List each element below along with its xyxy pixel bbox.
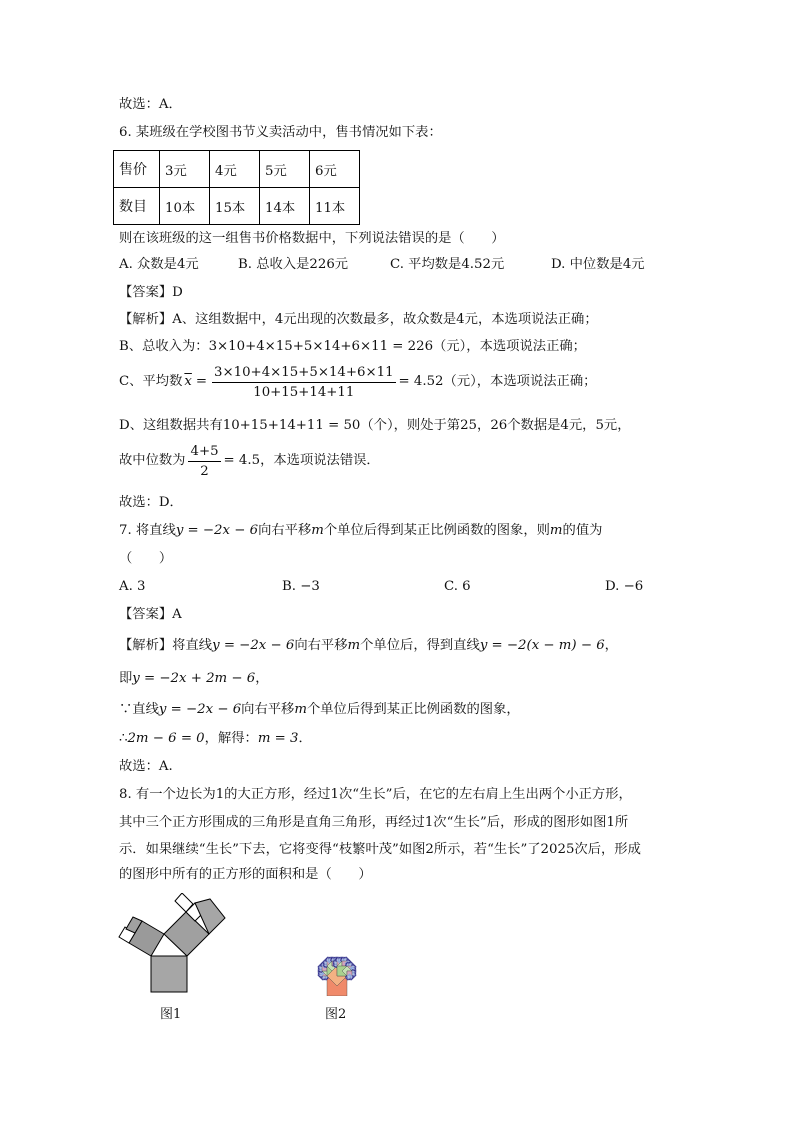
q6-answer: 【答案】D: [119, 285, 183, 300]
q6-option-d: D. 中位数是4元: [551, 257, 645, 272]
analysis-text: C、平均数: [119, 374, 183, 389]
q8-line-2: 其中三个正方形围成的三角形是直角三角形，再经过1次“生长”后，形成的图形如图1所: [119, 815, 629, 830]
figure-2-caption: 图2: [325, 1007, 347, 1022]
math-expression: y = −2x − 6: [158, 702, 242, 717]
q6-conclusion: 故选：D．: [119, 495, 183, 510]
math-expression: 2m − 6 = 0: [127, 731, 205, 746]
analysis-text: 向右平移: [294, 638, 348, 653]
q7-option-a: A. 3: [119, 579, 146, 594]
q7-paren: （ ）: [119, 551, 173, 566]
math-expression: 3×10+4×15+5×14+6×11 = 226: [208, 339, 434, 354]
q6-analysis-median: [119, 441, 380, 481]
analysis-text: ，本选项说法错误．: [260, 453, 380, 468]
q7-option-d: D. −6: [605, 579, 644, 594]
math-expression: y = −2(x − m) − 6: [479, 638, 605, 653]
math-variable: m: [549, 523, 563, 538]
table-cell: 11本: [310, 188, 360, 225]
analysis-text: ∴: [119, 731, 128, 746]
math-variable: m: [311, 523, 324, 538]
q8-line-1: 8. 有一个边长为1的大正方形，经过1次“生长”后，在它的左右肩上生出两个小正方形，: [119, 787, 632, 802]
analysis-text: ，: [255, 671, 269, 686]
mean-symbol: x: [184, 374, 192, 389]
q7-option-b: B. −3: [282, 579, 320, 594]
analysis-text: B、总收入为：: [119, 339, 209, 354]
math-expression: y = −2x − 6: [175, 523, 259, 538]
median-fraction: [188, 443, 220, 480]
analysis-text: D、这组数据共有: [119, 418, 223, 433]
table-cell: 15本: [210, 188, 260, 225]
math-expression: y = −2x − 6: [212, 638, 295, 653]
fraction-denominator: 10+15+14+11: [253, 384, 355, 400]
fraction-denominator: 2: [200, 463, 209, 479]
analysis-text: 故中位数为: [119, 453, 186, 468]
price-row: [114, 151, 360, 188]
stem-text: 的值为: [562, 523, 603, 538]
analysis-text: 个单位后，得到直线: [360, 638, 480, 653]
q6-analysis-c: C、平均数 x = $\frac{3\times 10+4\times 15+5\times 14+6\times 11}{10+15+14+11}$ = 4.52 （元），本选项说法正确；: [119, 362, 596, 402]
figure-2-pythagoras-tree: [265, 890, 425, 996]
analysis-text: （元），本选项说法正确；: [433, 339, 586, 354]
q5-conclusion: 故选：A．: [119, 97, 182, 112]
analysis-text: ，: [604, 638, 618, 653]
table-cell: 4元: [210, 151, 260, 188]
figure-1-pythagoras-tree: [115, 893, 235, 998]
analysis-text: ，解得：: [204, 731, 258, 746]
analysis-text: 个单位后得到某正比例函数的图象，: [306, 702, 520, 717]
price-table: [113, 150, 360, 225]
table-cell: 5元: [260, 151, 310, 188]
analysis-text: ．: [298, 731, 312, 746]
q6-analysis-b: [119, 338, 586, 356]
table-cell: 3元: [160, 151, 210, 188]
stem-text: 7. 将直线: [119, 523, 176, 538]
q7-analysis-4: [119, 730, 312, 748]
q7-option-c: C. 6: [444, 579, 471, 594]
q6-stem: 6. 某班级在学校图书节义卖活动中，售书情况如下表：: [119, 125, 442, 140]
q7-answer: 【答案】A: [119, 607, 182, 622]
analysis-text: 即: [119, 671, 133, 686]
math-result: = 4.5: [223, 453, 261, 468]
q6-option-b: B. 总收入是226元: [238, 257, 349, 272]
analysis-label: 【解析】: [119, 312, 173, 327]
table-cell: 售价: [114, 151, 160, 188]
q7-analysis-1: [119, 637, 618, 655]
math-expression: m = 3: [257, 731, 299, 746]
table-cell: 10本: [160, 188, 210, 225]
q8-line-3: 示．如果继续“生长”下去，它将变得“枝繁叶茂”如图2所示，若“生长”了2025次后，形成: [119, 842, 641, 857]
mean-fraction: [212, 364, 396, 401]
q7-stem: [119, 522, 602, 540]
fraction-numerator: 4+5: [188, 443, 220, 462]
analysis-text: （元），本选项说法正确；: [443, 374, 597, 389]
analysis-text: 向右平移: [241, 702, 295, 717]
stem-text: 个单位后得到某正比例函数的图象，则: [323, 523, 550, 538]
analysis-text: （个），则处于第25，26个数据是4元，5元，: [360, 418, 631, 433]
q7-analysis-2: [119, 670, 269, 688]
analysis-text: ∵直线: [119, 702, 159, 717]
count-row: [114, 188, 360, 225]
q6-option-a: A. 众数是4元: [119, 257, 199, 272]
q6-question: 则在该班级的这一组售书价格数据中，下列说法错误的是（ ）: [119, 231, 505, 246]
analysis-text: A、这组数据中，4元出现的次数最多，故众数是4元，本选项说法正确；: [172, 312, 598, 327]
table-cell: 数目: [114, 188, 160, 225]
table-cell: 14本: [260, 188, 310, 225]
math-variable: m: [347, 638, 361, 653]
q7-conclusion: 故选：A.: [119, 759, 173, 774]
q6-option-c: C. 平均数是4.52元: [390, 257, 505, 272]
math-variable: m: [294, 702, 307, 717]
stem-text: 向右平移: [258, 523, 312, 538]
fraction-numerator: 3×10+4×15+5×14+6×11: [212, 364, 396, 383]
q6-analysis-d: [119, 417, 631, 435]
math-expression: y = −2x + 2m − 6: [132, 671, 256, 686]
q7-analysis-3: [119, 701, 520, 719]
math-expression: 10+15+14+11 = 50: [222, 418, 361, 433]
q8-line-4: 的图形中所有的正方形的面积和是（ ）: [119, 867, 372, 882]
table-cell: 6元: [310, 151, 360, 188]
q6-analysis-a: [119, 311, 598, 329]
analysis-text: 【解析】将直线: [119, 638, 213, 653]
figure-1-caption: 图1: [160, 1007, 182, 1022]
math-result: = 4.52: [398, 374, 444, 389]
